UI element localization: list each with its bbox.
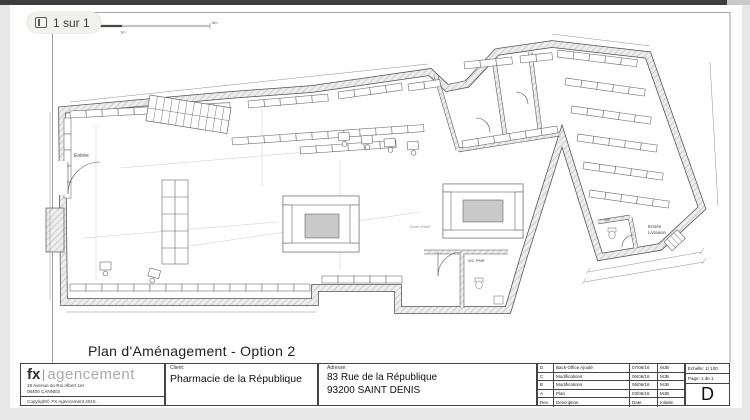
revision-rev: A xyxy=(538,390,554,399)
revision-date: 06/06/16 xyxy=(630,373,658,382)
scale-bar xyxy=(82,20,218,35)
revision-initials: MJB xyxy=(658,364,686,373)
revision-date: 07/06/16 xyxy=(630,364,658,373)
client-label: Client: xyxy=(170,365,185,371)
revision-header-rev: Rev. xyxy=(538,398,554,407)
tall-gondola xyxy=(162,180,188,264)
revision-description: Plan xyxy=(554,390,630,399)
logo-divider xyxy=(43,369,44,381)
firm-address-line1: 18 Avenue du Roi Albert 1er xyxy=(27,383,85,388)
revision-description: Modifications xyxy=(554,373,630,382)
address-box xyxy=(318,363,537,406)
revision-rev: C xyxy=(538,373,554,382)
title-block xyxy=(20,363,730,406)
revision-initials: MJB xyxy=(658,373,686,382)
revision-table xyxy=(537,363,685,406)
delivery-entrance-label-line1: Entrée xyxy=(648,224,662,229)
firm-copyright: Copyright© FX Agencement 2015. xyxy=(21,396,164,405)
sheet-page: Page: 1 de 1 xyxy=(686,374,729,384)
revision-header-initials: Initiale xyxy=(660,400,674,406)
firm-logo-name: agencement xyxy=(47,366,135,383)
revision-initials: MJB xyxy=(658,390,686,399)
sheet-info-box xyxy=(685,363,730,406)
sheet-title: Plan d'Aménagement - Option 2 xyxy=(88,343,296,359)
revision-header-description: Description xyxy=(554,398,630,407)
sheet-scale: Echelle: 1/ 100 xyxy=(686,364,729,374)
island-gondola-2 xyxy=(443,184,523,238)
delivery-entrance-label-line2: Livraison xyxy=(648,230,667,235)
sheet-revision-letter: D xyxy=(701,384,714,404)
scale-bar-end-label: 5m xyxy=(212,20,218,25)
entrance-label: Entrée xyxy=(74,153,89,159)
revision-rev: D xyxy=(538,364,554,373)
client-box xyxy=(165,363,318,406)
scale-bar-mid-label: 1m xyxy=(120,29,126,35)
wc-label: WC xyxy=(604,217,611,222)
address-line1: 83 Rue de la République xyxy=(327,372,438,383)
revision-date: 03/06/16 xyxy=(630,390,658,399)
revision-date: 06/06/16 xyxy=(630,381,658,390)
island-gondola-1 xyxy=(283,196,359,252)
revision-description: Modifications xyxy=(554,381,630,390)
firm-address-line2: 06400 CANNES xyxy=(27,388,61,394)
client-name: Pharmacie de la République xyxy=(170,372,302,385)
wc-pmr-label: WC PMR xyxy=(468,258,485,263)
address-line2: 93200 SAINT DENIS xyxy=(327,385,421,396)
address-label: Adresse: xyxy=(327,365,347,371)
firm-logo-box xyxy=(20,363,165,406)
zone-area-label: Zone 10m2 xyxy=(410,224,431,229)
page-indicator-text: 1 sur 1 xyxy=(53,15,90,30)
page-indicator-pill[interactable] xyxy=(27,12,101,33)
revision-rev: B xyxy=(538,381,554,390)
revision-header-date: Date xyxy=(630,398,658,407)
revision-initials: MJB xyxy=(658,381,686,390)
entrance-door-gap xyxy=(57,161,67,195)
revision-description: Back-Office Ajouté xyxy=(554,364,630,373)
firm-logo-prefix: fx xyxy=(27,366,41,383)
left-window-bay xyxy=(46,208,64,252)
pages-icon xyxy=(35,17,47,28)
